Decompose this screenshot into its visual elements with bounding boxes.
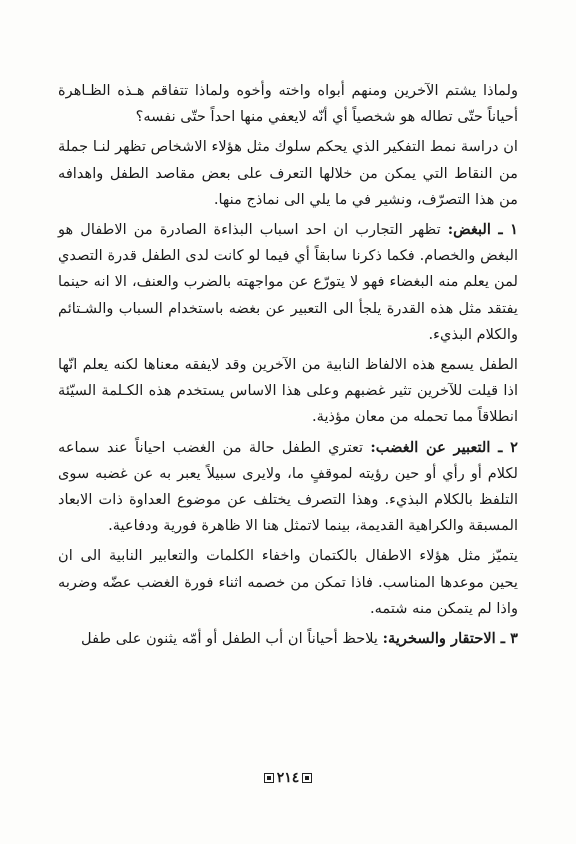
page-number: ٢١٤ (0, 770, 576, 786)
paragraph: ولماذا يشتم الآخرين ومنهم أبواه واخته وأخوه ولماذا تتفاقم هـذه الظـاهرة أحياناً حتّى تطاله هو شخصياً أي أنّه لايعفي منها احداً حتّى نفسه؟ (58, 82, 518, 126)
ornament-icon (302, 773, 312, 783)
paragraph: ٢ ـ التعبير عن الغضب: تعتري الطفل حالة من الغضب احياناً عند سماعه لكلام أو رأي أو حين رؤيته لموقفٍ ما، ولايرى سبيلاً يعبر به عن غضبه سوى التلفظ بالكلام البذيء. وهذا التصرف يختلف عن موضوع العداوة ذات الابعاد المسبقة والكراهية القديمة، بينما لاتمثل هنا الا ظاهرة فورية ودفاعية. (58, 438, 518, 535)
paragraph: يتميّز مثل هؤلاء الاطفال بالكتمان واخفاء الكلمات والتعابير النابية الى ان يحين موعدها المناسب. فاذا تمكن من خصمه اثناء فورة الغضب عضّه وضربه واذا لم يتمكن منه شتمه. (58, 547, 518, 617)
section-heading: ١ ـ البغض: (447, 221, 518, 239)
paragraph: ١ ـ البغض: تظهر التجارب ان احد اسباب البذاءة الصادرة من الاطفال هو البغض والخصام. فكما ذكرنا سابقاً أي فيما لو كانت لدى الطفل قدرة التصدي لمن يعلم منه البغضاء فهو لا يتورّع عن مواجهته بالضرب والعنف، الا انه حينما يفتقد مثل هذه القدرة يلجأ الى التعبير عن بغضه باستخدام السباب والشـتائم والكلام البذيء. (58, 221, 518, 343)
ornament-icon (264, 773, 274, 783)
paragraph: الطفل يسمع هذه الالفاظ النابية من الآخرين وقد لايفقه معناها لكنه يعلم انّها اذا قيلت للآخرين تثير غضبهم وعلى هذا الاساس يستخدم هذه الكـلمة السيّئة انطلاقاً مما تحمله من معان مؤذية. (58, 356, 518, 426)
body-text (58, 78, 518, 656)
section-heading: ٣ ـ الاحتقار والسخرية: (382, 630, 518, 648)
paragraph: ان دراسة نمط التفكير الذي يحكم سلوك مثل هؤلاء الاشخاص تظهر لنـا جملة من النقاط التي يمكن من خلالها التعرف على بعض مقاصد الطفل واهدافه من هذا التصرّف، ونشير في ما يلي الى نماذج منها. (58, 138, 518, 208)
paragraph: ٣ ـ الاحتقار والسخرية: يلاحظ أحياناً ان أب الطفل أو أمّه يثنون على طفل (81, 630, 518, 648)
section-heading: ٢ ـ التعبير عن الغضب: (370, 438, 518, 456)
